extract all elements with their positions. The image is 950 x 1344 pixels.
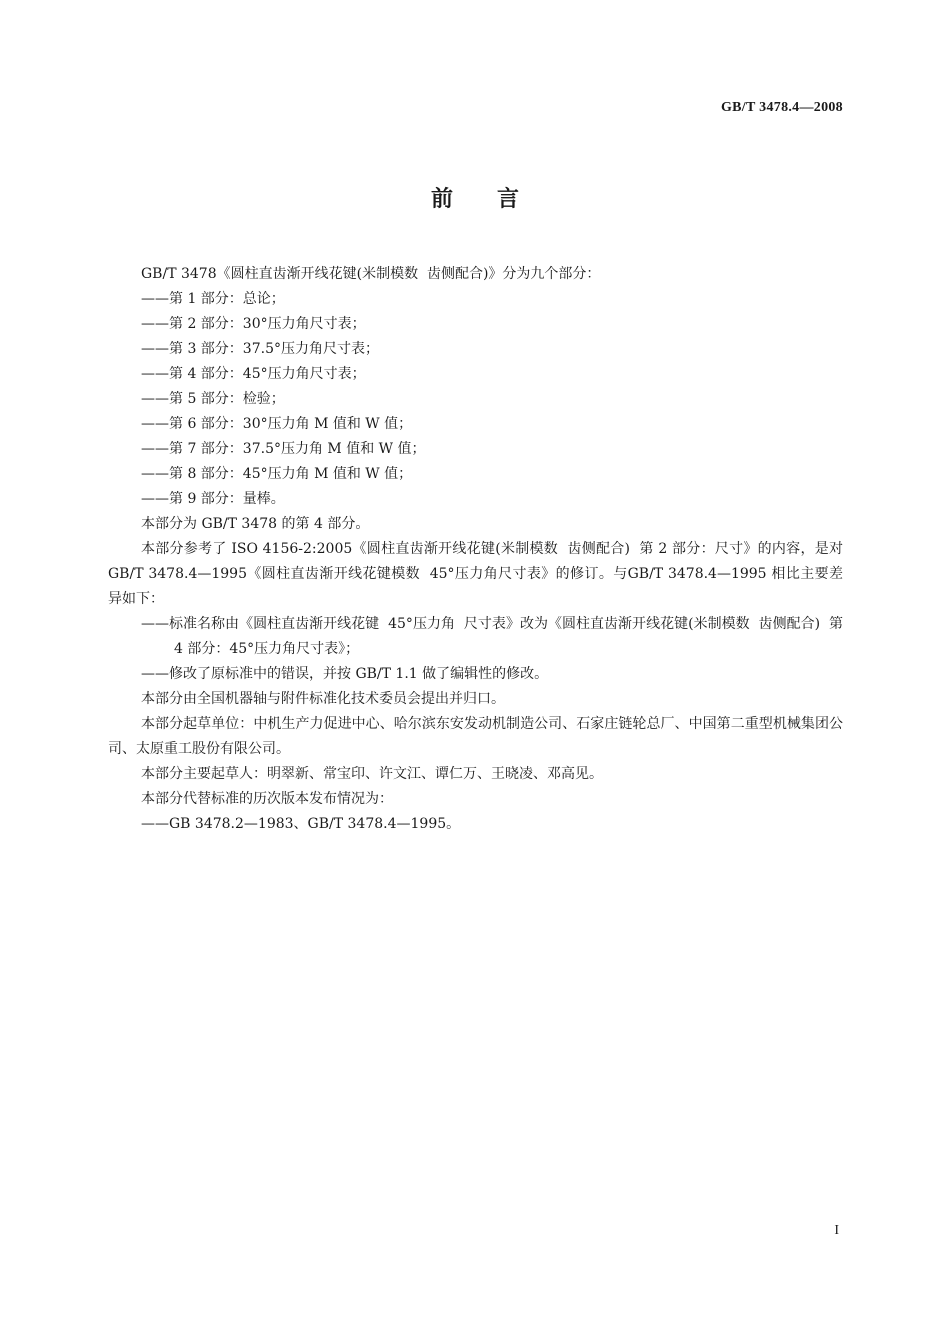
part-list-item: ——第 1 部分：总论； — [141, 291, 285, 307]
part-list-item: ——第 7 部分：37.5°压力角 M 值和 W 值； — [141, 441, 426, 457]
part-list-item: ——第 4 部分：45°压力角尺寸表； — [141, 366, 366, 382]
part-list-item: ——第 3 部分：37.5°压力角尺寸表； — [141, 341, 379, 357]
drafters-paragraph: 本部分主要起草人：明翠新、常宝印、许文江、谭仁万、王晓凌、邓高见。 — [141, 766, 603, 782]
part-list-item: ——第 8 部分：45°压力角 M 值和 W 值； — [141, 466, 413, 482]
document-body — [108, 262, 848, 837]
part-list-item: ——第 2 部分：30°压力角尺寸表； — [141, 316, 366, 332]
history-intro-paragraph: 本部分代替标准的历次版本发布情况为： — [141, 791, 393, 807]
page-title: 前言 — [430, 186, 563, 212]
part-list-item: ——第 6 部分：30°压力角 M 值和 W 值； — [141, 416, 413, 432]
standard-code: GB/T 3478.4—2008 — [720, 100, 843, 115]
reference-paragraph: 本部分参考了 ISO 4156-2:2005《圆柱直齿渐开线花键(米制模数 齿侧配合) 第 2 部分：尺寸》的内容，是对 GB/T 3478.4—1995《圆柱直齿渐开线花键模数 45°压力角尺寸表》的修订。与GB/T 3478.4—1995 相比主要差异如下： — [108, 541, 848, 607]
drafting-units-paragraph: 本部分起草单位：中机生产力促进中心、哈尔滨东安发动机制造公司、石家庄链轮总厂、中国第二重型机械集团公司、太原重工股份有限公司。 — [108, 716, 843, 757]
change-list-item: ——修改了原标准中的错误，并按 GB/T 1.1 做了编辑性的修改。 — [141, 666, 549, 682]
part-list-item: ——第 9 部分：量棒。 — [141, 491, 285, 507]
intro-paragraph: GB/T 3478《圆柱直齿渐开线花键(米制模数 齿侧配合)》分为九个部分： — [141, 266, 601, 282]
history-list-item: ——GB 3478.2—1983、GB/T 3478.4—1995。 — [141, 816, 461, 832]
page-number: I — [834, 1223, 839, 1238]
part-list-item: ——第 5 部分：检验； — [141, 391, 285, 407]
this-part-paragraph: 本部分为 GB/T 3478 的第 4 部分。 — [141, 516, 370, 532]
proposed-by-paragraph: 本部分由全国机器轴与附件标准化技术委员会提出并归口。 — [141, 691, 505, 707]
change-list-item: ——标准名称由《圆柱直齿渐开线花键 45°压力角 尺寸表》改为《圆柱直齿渐开线花键(米制模数 齿侧配合) 第 4 部分：45°压力角尺寸表》； — [141, 616, 848, 657]
